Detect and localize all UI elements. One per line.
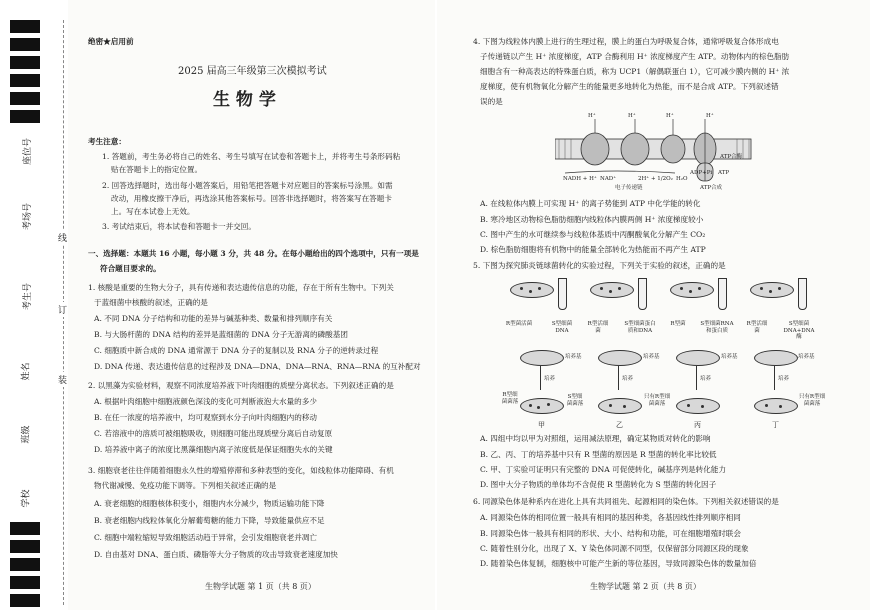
q4-option-a: A. 在线粒体内膜上可实现 H⁺ 的离子势能到 ATP 中化学能的转化 [480,199,701,208]
q5-result-dish-2 [598,398,642,414]
q6-option-d: D. 随着染色体复制，细胞核中可能产生新的等位基因，导致同源染色体的数量加倍 [480,559,757,568]
q5-res-s-1: S型细菌菌落 [566,394,584,407]
q1-option-a: A. 不同 DNA 分子结构和功能的差异与碱基种类、数量和排列顺序有关 [94,314,333,323]
q5-col3-left: R型菌 [670,321,686,327]
q5-medium-label-4: 培养基 [798,354,815,360]
q3-option-d: D. 自由基对 DNA、蛋白质、磷脂等大分子物质的攻击导致衰老速度加快 [94,550,338,559]
q5-arrow-4 [774,366,775,390]
q3-stem: 3. 细胞衰老往往伴随着细胞永久性的增殖停滞和多种表型的变化，如线粒体功能障碍、有机 [88,466,394,475]
notice-line: 2. 回答选择题时，选出每小题答案后，用铅笔把答题卡对应题目的答案标号涂黑。如需 [102,181,393,190]
q4-label-h: H⁺ [588,113,596,119]
q4-label-atp-syn: ATP合成 [700,185,723,191]
q5-culture-label-2: 培养 [622,376,634,382]
seal-char-xian: 线 [58,230,67,245]
q4-stem: 4. 下图为线粒体内膜上进行的生理过程，膜上的蛋白为呼吸复合体，通常呼吸复合体形成电 [473,37,779,46]
binding-strip [0,0,68,610]
q5-res-r-1: R型细菌菌落 [501,392,519,405]
q5-medium-dish-3 [676,350,720,366]
q5-source-dish-1 [510,282,554,298]
notice-line: 改动，用橡皮擦干净后，再选涂其他答案标号。回答非选择题时，将答案写在答题卡 [111,194,392,203]
q4-label-chain: 电子传递链 [615,185,643,191]
section-heading-cont: 符合题目要求的。 [100,264,161,273]
q5-stem: 5. 下图为探究肺炎链球菌转化的实验过程，下列关于实验的叙述，正确的是 [473,261,726,270]
q6-option-a: A. 同源染色体的相同位置一般具有相同的基因种类，各基因线性排列顺序相同 [480,513,741,522]
q2-option-b: B. 在任一浓度的培养液中，均可观察到水分子向叶肉细胞内的移动 [94,413,318,422]
q5-source-dish-4 [750,282,794,298]
q4-label-water: 2H⁺ + 1/2O₂ [638,176,673,182]
secret-mark: 绝密★启用前 [88,37,134,46]
q4-label-h: H⁺ [628,113,636,119]
q4-option-d: D. 棕色脂肪细胞将有机物中的能量全部转化为热能而不再产生 ATP [480,245,706,254]
q5-label-yi: 乙 [616,421,623,429]
q3-option-c: C. 细胞中端粒缩短导致细胞活动趋于异常，会引发细胞衰老并凋亡 [94,533,317,542]
q5-option-c: C. 甲、丁实验可证明只有完整的 DNA 可促使转化，碱基序列是转化能力 [480,465,727,474]
q5-medium-dish-2 [598,350,642,366]
q4-label-nad: NAD⁺ [600,176,617,182]
q5-label-ding: 丁 [772,421,779,429]
notice-line: 贴在答题卡上的指定位置。 [111,165,203,174]
q4-label-atp-synthase: ATP合酶 [720,154,743,160]
q5-source-dish-3 [670,282,714,298]
q5-medium-label-3: 培养基 [721,354,738,360]
q3-stem: 物代谢减慢、免疫功能下调等。下列相关叙述正确的是 [94,481,277,490]
notice-title: 考生注意： [88,137,126,146]
q1-option-d: D. DNA 传递、表达遗传信息的过程涉及 DNA—DNA、DNA—RNA、RNA—RNA 的互补配对 [94,362,421,371]
q4-stem: 细胞含有一种高表达的特殊蛋白质，称为 UCP1（解偶联蛋白 1），它可减少膜内侧的 H⁺ 浓 [480,67,790,76]
q5-medium-label-2: 培养基 [643,354,660,360]
q4-label-h: H⁺ [666,113,674,119]
q5-label-jia: 甲 [538,421,545,429]
q4-label-h: H⁺ [706,113,714,119]
q5-culture-label-3: 培养 [700,376,712,382]
q4-option-c: C. 图中产生的水可继续参与线粒体基质中丙酮酸氧化分解产生 CO₂ [480,230,706,239]
footer-left: 生物学试题 第 1 页（共 8 页） [205,582,316,591]
q5-result-dish-1 [520,398,564,414]
q2-stem: 2. 以黑藻为实验材料，观察不同浓度培养液下叶肉细胞的质壁分离状态。下列叙述正确的是 [88,381,394,390]
notice-line: 1. 答题前，考生务必将自己的姓名、考生号填写在试卷和答题卡上，并将考生号条形码粘 [102,152,401,161]
notice-line: 3. 考试结束后，将本试卷和答题卡一并交回。 [102,222,256,231]
q5-option-a: A. 四组中均以甲为对照组，运用减法原理，确定某物质对转化的影响 [480,434,711,443]
q5-tube-4 [798,278,807,310]
q1-option-c: C. 细胞质中新合成的 DNA 通常源于 DNA 分子的复制以及 RNA 分子的逆转录过程 [94,346,379,355]
q5-col1-right: S型细菌DNA [551,321,573,334]
q5-tube-3 [718,278,727,310]
q5-col4-right: S型细菌DNA+DNA酶 [783,321,815,340]
subject-title: 生 物 学 [213,90,276,110]
q6-option-c: C. 随着性别分化，出现了 X、Y 染色体同源不同型，仅保留部分同源区段的现象 [480,544,749,553]
q5-culture-label-4: 培养 [778,376,790,382]
q5-arrow-2 [618,366,619,390]
q2-option-d: D. 培养液中离子的浓度比黑藻细胞内离子浓度低是保证细胞失水的关键 [94,445,333,454]
q5-result-dish-4 [754,398,798,414]
field-class-label: 班级 [21,425,32,444]
q4-label-h2o: H₂O [676,176,688,182]
q5-arrow-3 [696,366,697,390]
q6-stem: 6. 同源染色体是种系内在进化上具有共同祖先、起源相同的染色体。下列相关叙述错误的是 [473,497,779,506]
q4-stem: 子传递链以产生 H⁺ 浓度梯度，ATP 合酶利用 H⁺ 浓度梯度产生 ATP。动物体内的棕色脂肪 [480,52,790,61]
exam-title: 2025 届高三年级第三次模拟考试 [178,66,327,77]
q5-col3-right: S型细菌RNA和蛋白质 [700,321,734,334]
q5-tube-2 [638,278,647,310]
q4-stem: 误的是 [480,97,503,106]
field-school-label: 学校 [21,489,32,508]
q5-medium-dish-4 [754,350,798,366]
q4-label-adp: ADP+Pi [690,170,713,176]
q1-stem: 1. 核酸是重要的生物大分子，具有传递和表达遗传信息的功能，存在于所有生物中。下列关 [88,283,394,292]
q5-medium-label-1: 培养基 [565,354,582,360]
q5-result-dish-3 [676,398,720,414]
q5-res-r-only-2: 只有R型细菌菌落 [643,394,671,407]
q5-res-r-only-4: 只有R型细菌菌落 [798,394,826,407]
q5-source-dish-2 [590,282,634,298]
q5-culture-label-1: 培养 [544,376,556,382]
q5-medium-dish-1 [520,350,564,366]
q3-option-b: B. 衰老细胞内线粒体氧化分解葡萄糖的能力下降，导致能量供应不足 [94,516,325,525]
q5-option-d: D. 图中大分子物质的单体均不含促使 R 型菌转化为 S 型菌的转化因子 [480,480,717,489]
q5-col2-left: R型活细菌 [587,321,609,334]
q2-option-a: A. 根据叶肉细胞中细胞液颜色深浅的变化可判断液泡大水量的多少 [94,397,317,406]
q6-option-b: B. 同源染色体一般具有相同的形状、大小、结构和功能，可在细胞增殖时联会 [480,529,741,538]
q5-col4-left: R型活细菌 [746,321,768,334]
field-name-label: 姓名 [21,362,32,381]
q1-stem: 于蓝细菌中核酸的叙述，正确的是 [94,298,208,307]
q3-option-a: A. 衰老细胞的细胞核体积变小，细胞内水分减少，物质运输功能下降 [94,499,325,508]
q1-option-b: B. 与大肠杆菌的 DNA 结构的差异是蓝细菌的 DNA 分子无游离的磷酸基团 [94,330,348,339]
notice-line: 上。写在本试卷上无效。 [111,207,195,216]
seal-char-ding: 订 [58,302,67,317]
q2-option-c: C. 若溶液中的溶质可被细胞吸收，则细胞可能出现质壁分离后自动复原 [94,429,333,438]
q4-option-b: B. 寒冷地区动物棕色脂肪细胞内线粒体内膜两侧 H⁺ 浓度梯度较小 [480,215,704,224]
q5-arrow-1 [540,366,541,390]
q5-col1-left: R型菌活菌 [505,321,533,327]
field-seat-label: 座位号 [23,137,34,166]
q5-tube-1 [558,278,567,310]
q5-label-bing: 丙 [694,421,701,429]
field-room-label: 考场号 [23,202,34,231]
q5-option-b: B. 乙、丙、丁的培养基中只有 R 型菌的原因是 R 型菌的转化率比较低 [480,450,717,459]
field-examinee-label: 考生号 [23,282,34,311]
section-heading: 一、选择题：本题共 16 小题，每小题 3 分，共 48 分。在每小题给出的四个选项中，只有一项是 [88,249,419,258]
q4-label-atp: ATP [718,170,730,176]
q4-label-nadh: NADH + H⁺ [563,176,597,182]
footer-right: 生物学试题 第 2 页（共 8 页） [590,582,701,591]
q5-col2-right: S型细菌蛋白质和DNA [624,321,656,334]
seal-char-zhuang: 装 [58,372,67,387]
q4-stem: 度梯度，使有机物氧化分解产生的能量更多地转化为热能，而不是合成 ATP。下列叙述错 [480,82,779,91]
